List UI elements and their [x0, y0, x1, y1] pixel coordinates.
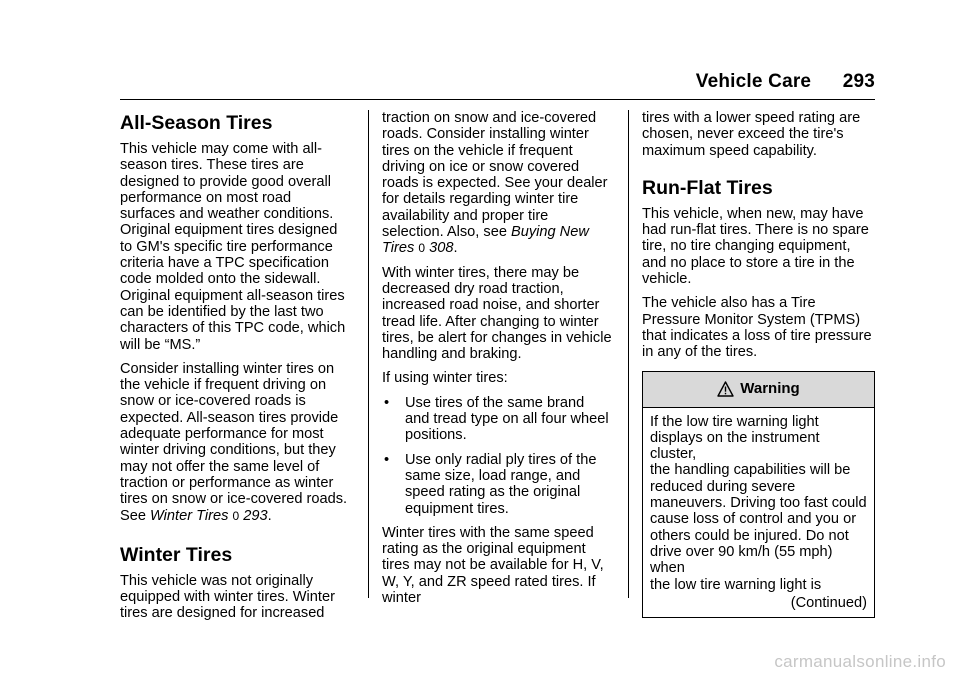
- warning-line: If the low tire warning light: [650, 413, 819, 430]
- page-ref-icon: 0: [418, 241, 426, 256]
- paragraph-tpms: The vehicle also has a Tire Pressure Monitor System (TPMS) that indicates a loss of tire pressure in any of the tires.: [642, 295, 872, 361]
- warning-triangle-icon: [717, 381, 734, 397]
- paragraph-if-using: If using winter tires:: [382, 370, 508, 387]
- column-divider-1: [368, 110, 369, 598]
- page-ref-icon: 0: [232, 508, 240, 523]
- paragraph-speed-rating: Winter tires with the same speed rating as the original equipment tires may not be available for H, V, W, Y, and ZR speed rated tires. If winter: [382, 524, 604, 607]
- bullet-icon: •: [384, 394, 390, 411]
- warning-header: [643, 372, 874, 408]
- warning-box: [642, 371, 875, 619]
- warning-body: [643, 408, 874, 618]
- paragraph-all-season-intro: This vehicle may come with all-season tires. These tires are designed to provide good overall performance on most road surfaces and weather conditions. Original equipment tires designed to GM's specific tire performance criteria have a TPC specification code molded onto the sidewall. Original equipment all-season tires can be identified by the last two characters of this TPC code, which will be “MS.”: [120, 141, 346, 353]
- column-divider-2: [628, 110, 629, 598]
- page-ref-number[interactable]: 293: [243, 507, 268, 524]
- paragraph-run-flat-intro: This vehicle, when new, may have had run-flat tires. There is no spare tire, no tire changing equipment, and no place to store a tire in the vehicle.: [642, 205, 869, 288]
- list-item: [382, 452, 612, 517]
- page-header: [696, 71, 875, 93]
- heading-all-season-tires: All-Season Tires: [120, 112, 273, 134]
- warning-line: others could be injured. Do not: [650, 527, 849, 544]
- page-ref-number[interactable]: 308: [429, 240, 454, 257]
- column-1: [120, 108, 350, 630]
- paragraph-winter-continued: traction on snow and ice-covered roads. Consider installing winter tires on the vehicle if frequent driving on ice or snow covered roads is expected. See your dealer for details regarding winter tire availability and proper tire selection. Also, see Buying New Tires 0 308.: [382, 110, 608, 257]
- link-winter-tires[interactable]: Winter Tires: [150, 507, 229, 524]
- paragraph-consider-winter: Consider installing winter tires on the vehicle if frequent driving on snow or ice-covered roads is expected. All-season tires provide adequate performance for most winter driving conditions, but they may not offer the same level of traction or performance as winter tires on snow or ice-covered roads. See Winter Tires 0 293.: [120, 360, 348, 524]
- warning-line: drive over 90 km/h (55 mph) when: [650, 543, 833, 577]
- page-number: 293: [842, 71, 875, 92]
- heading-winter-tires: Winter Tires: [120, 543, 233, 566]
- column-2: [382, 110, 612, 614]
- paragraph-text: Consider installing winter tires on the vehicle if frequent driving on snow or ice-covered roads is expected. All-season tires provide adequate performance for most winter driving conditions, but they may not offer the same level of traction or performance as winter tires on snow or ice-covered roads. See: [120, 360, 348, 524]
- warning-line: the handling capabilities will be: [650, 462, 851, 479]
- continued-label: (Continued): [790, 594, 867, 611]
- warning-line: displays on the instrument cluster,: [650, 429, 820, 463]
- section-title: Vehicle Care: [695, 71, 812, 92]
- list-item: [382, 395, 612, 444]
- paragraph-winter-intro: This vehicle was not originally equipped with winter tires. Winter tires are designed for increased: [120, 572, 335, 622]
- paragraph-text: traction on snow and ice-covered roads. Consider installing winter tires on the vehicle if frequent driving on ice or snow covered roads is expected. See your dealer for details regarding winter tire availability and proper tire selection. Also, see: [382, 110, 608, 241]
- header-rule: [120, 99, 875, 100]
- bullet-icon: •: [384, 451, 390, 468]
- bullet-text: Use tires of the same brand and tread type on all four wheel positions.: [405, 394, 609, 444]
- link-buying-new-tires[interactable]: Buying New Tires: [382, 224, 589, 257]
- heading-run-flat-tires: Run-Flat Tires: [642, 176, 773, 199]
- paragraph-winter-effects: With winter tires, there may be decreased dry road traction, increased road noise, and shorter tread life. After changing to winter tires, be alert for changes in vehicle handling and braking.: [382, 264, 612, 363]
- watermark: carmanualsonline.info: [774, 652, 946, 671]
- column-3: [642, 110, 872, 618]
- warning-line: the low tire warning light is: [650, 576, 822, 593]
- paragraph-speed-continued: tires with a lower speed rating are chosen, never exceed the tire's maximum speed capability.: [642, 110, 861, 159]
- warning-line: reduced during severe: [650, 478, 796, 495]
- warning-line: cause loss of control and you or: [650, 511, 857, 528]
- warning-line: maneuvers. Driving too fast could: [650, 495, 867, 512]
- warning-title: Warning: [740, 379, 800, 397]
- bullet-text: Use only radial ply tires of the same size, load range, and speed rating as the original equipment tires.: [405, 451, 597, 517]
